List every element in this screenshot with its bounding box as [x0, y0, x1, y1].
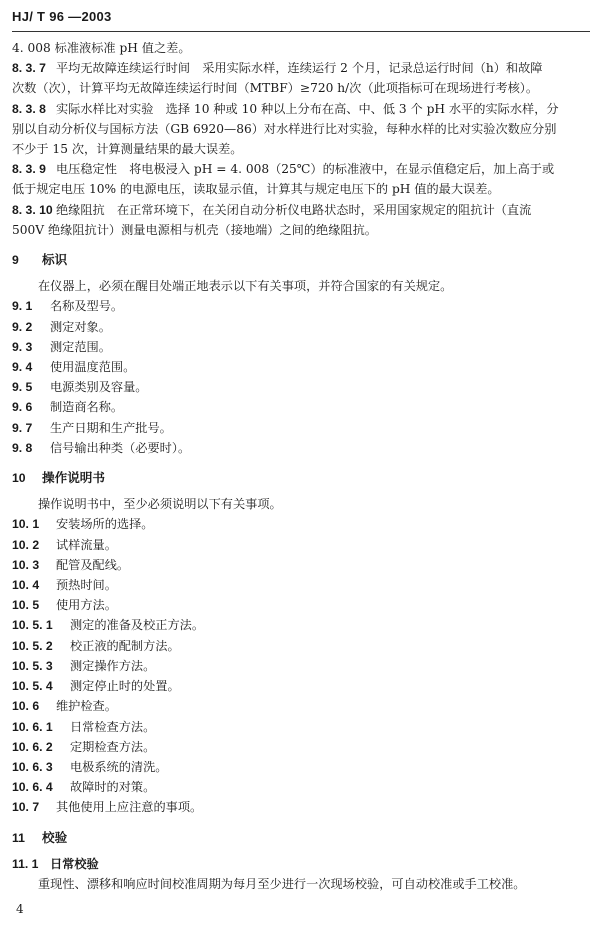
list-item: 10. 5. 1 测定的准备及校正方法。: [12, 618, 205, 633]
clause-8-3-7: [12, 58, 590, 78]
text-line: 500V 绝缘阻抗计）测量电源相与机壳（接地端）之间的绝缘阻抗。: [12, 222, 377, 237]
text-line: 4. 008 标准液标准 pH 值之差。: [12, 41, 191, 55]
list-item: 10. 6. 1 日常检查方法。: [12, 719, 156, 734]
list-item: 9. 3 测定范围。: [12, 339, 111, 354]
clause-number: 8. 3. 10: [12, 202, 53, 217]
section-heading-9: [12, 250, 590, 270]
section-heading-11: [12, 828, 590, 848]
section-text: 重现性、漂移和响应时间校准周期为每月至少进行一次现场校验，可自动校准或手工校准。: [38, 876, 526, 891]
subsection-title: 日常校验: [50, 856, 99, 871]
section-title: 校验: [42, 830, 68, 845]
list-item: 10. 7 其他使用上应注意的事项。: [12, 800, 203, 815]
list-item: 10. 5 使用方法。: [12, 598, 117, 613]
page-body: [12, 38, 590, 894]
list-item: 9. 8 信号输出种类（必要时）。: [12, 440, 191, 455]
list-item: 10. 5. 4 测定停止时的处置。: [12, 679, 180, 694]
section-10-list: [12, 514, 590, 817]
section-number: 10: [12, 471, 26, 486]
clause-8-3-8: [12, 99, 590, 119]
section-intro: 在仪器上，必须在醒目处端正地表示以下有关事项，并符合国家的有关规定。: [38, 279, 453, 294]
list-item: 10. 4 预热时间。: [12, 578, 117, 593]
section-number: 11: [12, 830, 25, 845]
text-line: 低于规定电压 10% 的电源电压，读取显示值，计算其与规定电压下的 pH 值的最大误差。: [12, 182, 500, 197]
list-item: 10. 6 维护检查。: [12, 699, 117, 714]
clause-text: 电压稳定性 将电极浸入 pH = 4. 008（25℃）的标准液中，在显示值稳定后，加上高于或: [56, 162, 555, 177]
list-item: 9. 1 名称及型号。: [12, 299, 124, 314]
section-9-list: [12, 296, 590, 458]
page-number: 4: [16, 902, 24, 916]
list-item: 10. 6. 4 故障时的对策。: [12, 780, 156, 795]
text-line: 次数（次），计算平均无故障连续运行时间（MTBF）≥720 h/次（此项指标可在现场进行考核）。: [12, 81, 539, 96]
list-item: 9. 2 测定对象。: [12, 319, 111, 334]
clause-text: 实际水样比对实验 选择 10 种或 10 种以上分布在高、中、低 3 个 pH 水平的实际水样，分: [56, 101, 559, 116]
header-rule: [12, 31, 590, 32]
clause-number: 8. 3. 8: [12, 101, 46, 116]
section-number: 9: [12, 253, 19, 268]
list-item: 10. 5. 2 校正液的配制方法。: [12, 638, 180, 653]
text-line: 不少于 15 次，计算测量结果的最大误差。: [12, 142, 243, 157]
list-item: 9. 5 电源类别及容量。: [12, 380, 148, 395]
section-title: 操作说明书: [42, 471, 105, 486]
list-item: 9. 6 制造商名称。: [12, 400, 124, 415]
subsection-heading-11-1: [12, 854, 590, 874]
clause-number: 8. 3. 9: [12, 162, 46, 177]
clause-text: 平均无故障连续运行时间 采用实际水样，连续运行 2 个月，记录总运行时间（h）和故障: [56, 61, 543, 76]
list-item: 10. 5. 3 测定操作方法。: [12, 658, 156, 673]
list-item: 10. 6. 2 定期检查方法。: [12, 739, 156, 754]
section-title: 标识: [42, 253, 68, 268]
list-item: 9. 4 使用温度范围。: [12, 360, 136, 375]
clause-text: 绝缘阻抗 在正常环境下，在关闭自动分析仪电路状态时，采用国家规定的阻抗计（直流: [56, 202, 532, 217]
document-code: HJ/ T 96 —2003: [12, 9, 112, 24]
list-item: 10. 6. 3 电极系统的清洗。: [12, 759, 168, 774]
section-intro: 操作说明书中，至少必须说明以下有关事项。: [38, 497, 282, 512]
clause-8-3-10: [12, 200, 590, 220]
clause-8-3-9: [12, 159, 590, 179]
text-line: 别以自动分析仪与国标方法（GB 6920—86）对水样进行比对实验，每种水样的比对实验次数应分别: [12, 121, 557, 136]
subsection-number: 11. 1: [12, 856, 39, 871]
list-item: 10. 3 配管及配线。: [12, 557, 130, 572]
list-item: 10. 1 安装场所的选择。: [12, 517, 154, 532]
list-item: 9. 7 生产日期和生产批号。: [12, 420, 172, 435]
clause-number: 8. 3. 7: [12, 61, 46, 76]
section-heading-10: [12, 468, 590, 488]
list-item: 10. 2 试样流量。: [12, 537, 117, 552]
